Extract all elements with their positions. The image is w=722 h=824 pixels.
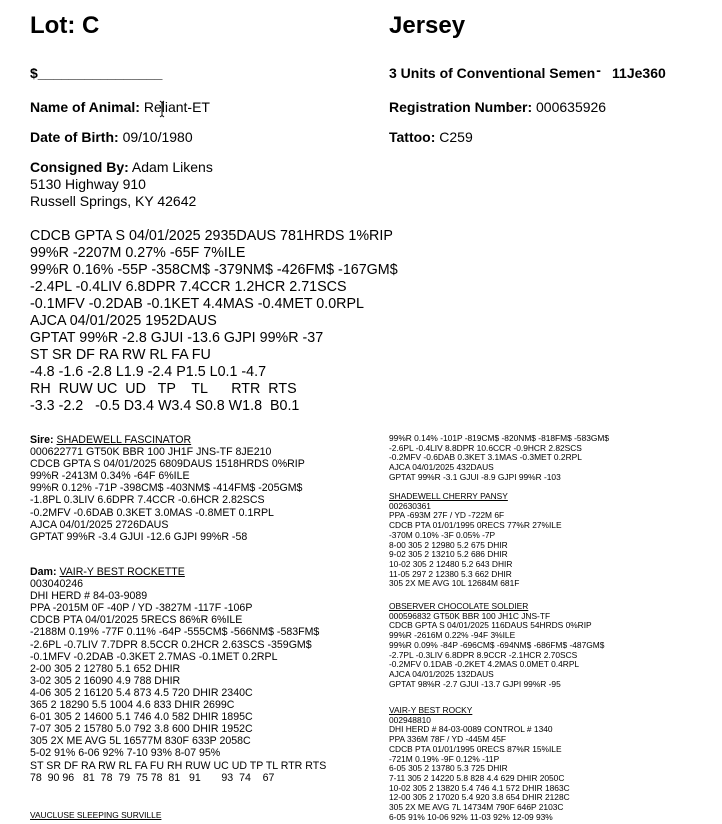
units-text: 3 Units of Conventional Semen bbox=[389, 65, 596, 81]
sire-label: Sire: bbox=[30, 434, 54, 446]
price-field: $________________ bbox=[30, 65, 163, 81]
sire-line: 99%R 0.12% -71P -398CM$ -403NM$ -414FM$ -205GM$ bbox=[30, 482, 303, 495]
sire-line: -1.8PL 0.3LIV 6.6DPR 7.4CCR -0.6HCR 2.82SCS bbox=[30, 494, 265, 507]
genetics-line: RH RUW UC UD TP TL RTR RTS bbox=[30, 381, 297, 397]
registration-label: Registration Number: bbox=[389, 99, 533, 115]
registration-value: 000635926 bbox=[536, 99, 607, 115]
pedigree-line: 002948810 bbox=[389, 714, 431, 725]
cherry-pansy-block bbox=[389, 492, 562, 589]
dob-row bbox=[30, 129, 193, 145]
dam-line: CDCB PTA 04/01/2025 5RECS 86%R 6%ILE bbox=[30, 614, 243, 627]
dam-line: 6-01 305 2 14600 5.1 746 4.0 582 DHIR 1895C bbox=[30, 711, 253, 724]
pedigree-line: GPTAT 99%R -3.1 GJUI -8.9 GJPI 99%R -103 bbox=[389, 471, 561, 482]
pedigree-line: GPTAT 98%R -2.7 GJUI -13.7 GJPI 99%R -95 bbox=[389, 678, 561, 689]
pedigree-line: 6-05 305 2 13780 5.3 725 DHIR bbox=[389, 763, 508, 774]
dam-line: -2188M 0.19% -77F 0.11% -64P -555CM$ -566NM$ -583FM$ bbox=[30, 626, 320, 639]
pedigree-line: PPA -693M 27F / YD -722M 6F bbox=[389, 510, 505, 521]
dam-line: PPA -2015M 0F -40P / YD -3827M -117F -106P bbox=[30, 602, 253, 615]
pedigree-line: 7-11 305 2 14220 5.8 828 4.4 629 DHIR 2050C bbox=[389, 772, 565, 783]
soldier-name: OBSERVER CHOCOLATE SOLDIER bbox=[389, 601, 529, 611]
sire-line: CDCB GPTA S 04/01/2025 6809DAUS 1518HRDS 0%RIP bbox=[30, 458, 305, 471]
dam-line: 305 2X ME AVG 5L 16577M 830F 633P 2058C bbox=[30, 735, 251, 748]
dam-line: -2.6PL -0.7LIV 7.7DPR 8.5CCR 0.2HCR 2.63SCS -359GM$ bbox=[30, 638, 312, 651]
pedigree-line: -370M 0.10% -3F 0.05% -7P bbox=[389, 529, 496, 540]
dob-label: Date of Birth: bbox=[30, 129, 119, 145]
pedigree-line: 10-02 305 2 12480 5.2 643 DHIR bbox=[389, 558, 513, 569]
animal-name-row bbox=[30, 99, 210, 115]
dam-line: 5-02 91% 6-06 92% 7-10 93% 8-07 95% bbox=[30, 747, 221, 760]
rocky-name: VAIR-Y BEST ROCKY bbox=[389, 705, 473, 715]
pedigree-line: 12-00 305 2 17020 5.4 920 3.8 654 DHIR 2128C bbox=[389, 792, 570, 803]
pedigree-line: -721M 0.19% -9F 0.12% -11P bbox=[389, 753, 500, 764]
pedigree-line: AJCA 04/01/2025 132DAUS bbox=[389, 668, 494, 679]
breed-title: Jersey bbox=[389, 12, 466, 39]
sire-line: 000622771 GT50K BBR 100 JH1F JNS-TF 8JE210 bbox=[30, 446, 272, 459]
pedigree-line: -0.2MFV -0.6DAB 0.3KET 3.1MAS -0.3MET 0.2RPL bbox=[389, 452, 582, 463]
dam-line: ST SR DF RA RW RL FA FU RH RUW UC UD TP TL RTR RTS bbox=[30, 759, 327, 772]
sire-block bbox=[30, 434, 305, 543]
animal-name-label: Name of Animal: bbox=[30, 99, 140, 115]
registration-row bbox=[389, 99, 606, 115]
pedigree-line: 9-02 305 2 13210 5.2 686 DHIR bbox=[389, 549, 508, 560]
dam-line: 365 2 18290 5.5 1004 4.6 833 DHIR 2699C bbox=[30, 699, 235, 712]
tattoo-row bbox=[389, 129, 473, 145]
genetics-line: GPTAT 99%R -2.8 GJUI -13.6 GJPI 99%R -37 bbox=[30, 330, 324, 346]
pedigree-line: 11-05 297 2 12380 5.3 662 DHIR bbox=[389, 568, 512, 579]
sire-line: AJCA 04/01/2025 2726DAUS bbox=[30, 518, 169, 531]
pedigree-line: CDCB PTA 01/01/1995 0RECS 77%R 27%ILE bbox=[389, 520, 562, 531]
dam-name: VAIR-Y BEST ROCKETTE bbox=[59, 566, 185, 578]
genetic-evaluation-block bbox=[30, 228, 398, 415]
genetics-line: -2.4PL -0.4LIV 6.8DPR 7.4CCR 1.2HCR 2.71SCS bbox=[30, 279, 347, 295]
dam-line: DHI HERD # 84-03-9089 bbox=[30, 590, 148, 603]
dam-label: Dam: bbox=[30, 566, 57, 578]
genetics-line: ST SR DF RA RW RL FA FU bbox=[30, 347, 211, 363]
pedigree-line: 10-02 305 2 13820 5.4 746 4.1 572 DHIR 1863C bbox=[389, 782, 570, 793]
genetics-line: 99%R 0.16% -55P -358CM$ -379NM$ -426FM$ -167GM$ bbox=[30, 262, 398, 278]
consignor-block bbox=[30, 159, 213, 210]
pedigree-line: 305 2X ME AVG 7L 14734M 790F 646P 2103C bbox=[389, 802, 564, 813]
pedigree-line: DHI HERD # 84-03-0089 CONTROL # 1340 bbox=[389, 724, 553, 735]
dam-line: -0.1MFV -0.2DAB -0.3KET 2.7MAS -0.1MET 0.2RPL bbox=[30, 650, 278, 663]
consignor-name: Adam Likens bbox=[131, 159, 213, 175]
pedigree-line: 8-00 305 2 12980 5.2 675 DHIR bbox=[389, 539, 508, 550]
genetics-line: -3.3 -2.2 -0.5 D3.4 W3.4 S0.8 W1.8 B0.1 bbox=[30, 398, 300, 414]
maternal-granddam-name: VAUCLUSE SLEEPING SURVILLE bbox=[30, 810, 162, 820]
units-dash: - bbox=[595, 62, 603, 78]
pedigree-line: -2.7PL -0.3LIV 6.8DPR 8.9CCR -2.1HCR 2.70SCS bbox=[389, 649, 578, 660]
pedigree-line: -2.6PL -0.4LIV 8.8DPR 10.6CCR -0.9HCR 2.82SCS bbox=[389, 442, 582, 453]
pedigree-line: 305 2X ME AVG 10L 12684M 681F bbox=[389, 578, 520, 589]
pedigree-line: -0.2MFV 0.1DAB -0.2KET 4.2MAS 0.0MET 0.4RPL bbox=[389, 659, 580, 670]
pedigree-line: 99%R 0.09% -84P -696CM$ -694NM$ -686FM$ -487GM$ bbox=[389, 639, 605, 650]
pedigree-line: 99%R 0.14% -101P -819CM$ -820NM$ -818FM$ -583GM$ bbox=[389, 433, 610, 443]
sire-line: GPTAT 99%R -3.4 GJUI -12.6 GJPI 99%R -58 bbox=[30, 530, 248, 543]
tattoo-value: C259 bbox=[439, 129, 473, 145]
genetics-line: CDCB GPTA S 04/01/2025 2935DAUS 781HRDS 1%RIP bbox=[30, 228, 393, 244]
pedigree-line: 000596832 GT50K BBR 100 JH1C JNS-TF bbox=[389, 610, 551, 621]
pedigree-line: 99%R -2616M 0.22% -94F 3%ILE bbox=[389, 630, 516, 641]
dam-line: 4-06 305 2 16120 5.4 873 4.5 720 DHIR 2340C bbox=[30, 686, 253, 699]
dam-line: 7-07 305 2 15780 5.0 792 3.8 600 DHIR 1952C bbox=[30, 723, 253, 736]
dam-line: 2-00 305 2 12780 5.1 652 DHIR bbox=[30, 662, 181, 675]
pedigree-line: 002630361 bbox=[389, 500, 431, 511]
text-cursor-icon bbox=[159, 100, 167, 118]
genetics-line: AJCA 04/01/2025 1952DAUS bbox=[30, 313, 217, 329]
consigned-label: Consigned By: bbox=[30, 159, 129, 175]
dam-block bbox=[30, 566, 326, 784]
genetics-line: 99%R -2207M 0.27% -65F 7%ILE bbox=[30, 245, 246, 261]
dam-line: 3-02 305 2 16090 4.9 788 DHIR bbox=[30, 674, 181, 687]
dam-line: 003040246 bbox=[30, 578, 84, 591]
sire-name: SHADEWELL FASCINATOR bbox=[56, 434, 192, 446]
consignor-address-line2: Russell Springs, KY 42642 bbox=[30, 193, 197, 209]
sire-continuation-block bbox=[389, 434, 609, 483]
pedigree-line: 6-05 91% 10-06 92% 11-03 92% 12-09 93% bbox=[389, 811, 553, 822]
lot-title: Lot: C bbox=[30, 12, 100, 39]
dob-value: 09/10/1980 bbox=[122, 129, 193, 145]
genetics-line: -0.1MFV -0.2DAB -0.1KET 4.4MAS -0.4MET 0.0RPL bbox=[30, 296, 364, 312]
pedigree-line: CDCB GPTA S 04/01/2025 116DAUS 54HRDS 0%RIP bbox=[389, 620, 592, 631]
pedigree-line: PPA 336M 78F / YD -445M 45F bbox=[389, 734, 506, 745]
animal-name-value: Reliant-ET bbox=[143, 99, 210, 115]
best-rocky-block bbox=[389, 706, 570, 822]
pedigree-line: CDCB PTA 01/01/1995 0RECS 87%R 15%ILE bbox=[389, 743, 562, 754]
semen-code: 11Je360 bbox=[612, 65, 666, 81]
dam-line: 78 90 96 81 78 79 75 78 81 91 93 74 67 bbox=[30, 771, 275, 784]
chocolate-soldier-block bbox=[389, 602, 604, 689]
semen-units bbox=[389, 62, 666, 81]
consignor-address-line1: 5130 Highway 910 bbox=[30, 176, 146, 192]
sire-line: 99%R -2413M 0.34% -64F 6%ILE bbox=[30, 470, 190, 483]
tattoo-label: Tattoo: bbox=[389, 129, 436, 145]
sire-line: -0.2MFV -0.6DAB 0.3KET 3.0MAS -0.8MET 0.1RPL bbox=[30, 506, 274, 519]
genetics-line: -4.8 -1.6 -2.8 L1.9 -2.4 P1.5 L0.1 -4.7 bbox=[30, 364, 267, 380]
pedigree-line: AJCA 04/01/2025 432DAUS bbox=[389, 462, 494, 473]
pansy-name: SHADEWELL CHERRY PANSY bbox=[389, 491, 508, 501]
